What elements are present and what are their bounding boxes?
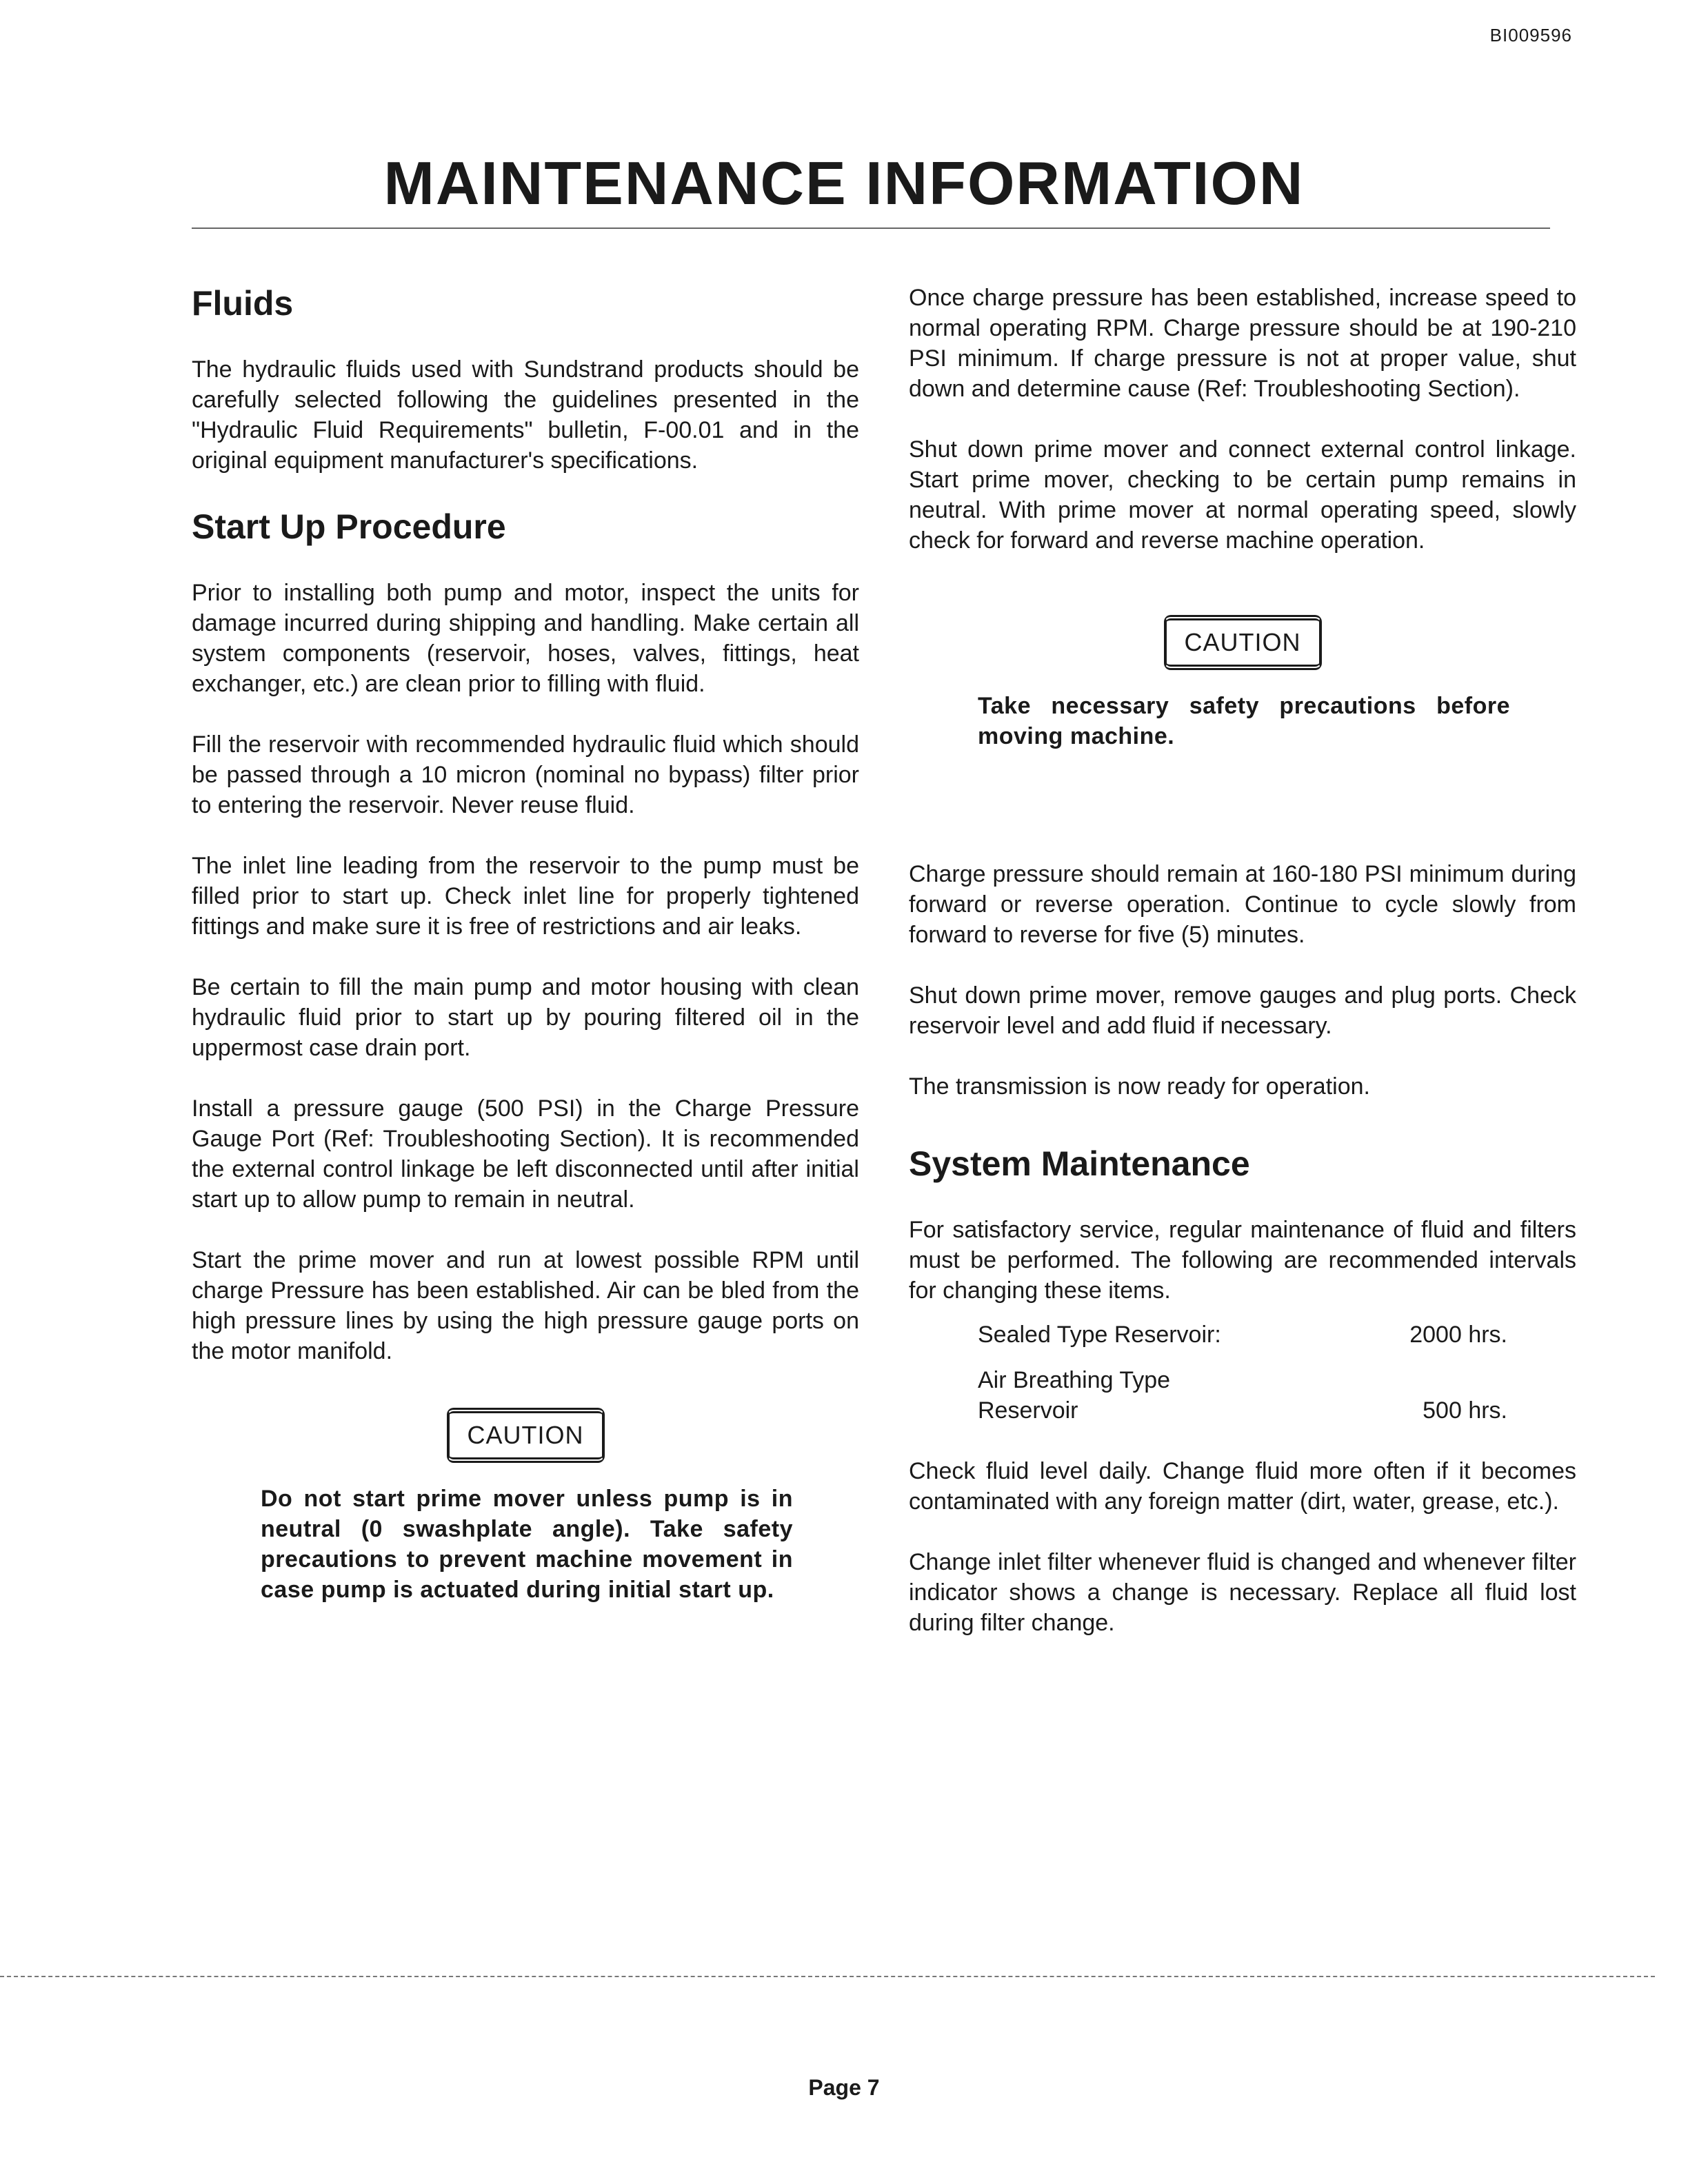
right-column	[909, 283, 1576, 1638]
interval-value: 2000 hrs.	[1409, 1322, 1507, 1348]
interval-row	[909, 1365, 1576, 1426]
fluid-level-paragraph: Check fluid level daily. Change fluid more often if it becomes contaminated with any foreign matter (dirt, water, grease, etc.).	[909, 1458, 1576, 1515]
interval-label: Sealed Type Reservoir:	[978, 1322, 1221, 1348]
footer-divider	[0, 1976, 1655, 1977]
caution-block-right	[909, 615, 1576, 670]
startup-paragraph-2: Fill the reservoir with recommended hydraulic fluid which should be passed through a 10 micron (nominal no bypass) filter prior to entering the reservoir. Never reuse fluid.	[192, 731, 859, 818]
startup-paragraph-5: Install a pressure gauge (500 PSI) in the Charge Pressure Gauge Port (Ref: Troubleshooting Section). It is recommended the external control linkage be left disconnected until after initial start up to allow pump to remain in neutral.	[192, 1095, 859, 1213]
fluids-heading: Fluids	[192, 284, 294, 323]
ready-paragraph: The transmission is now ready for operation.	[909, 1073, 1370, 1100]
interval-value: 500 hrs.	[1423, 1397, 1507, 1424]
charge-pressure-paragraph: Once charge pressure has been established, increase speed to normal operating RPM. Charge pressure should be at 190-210 PSI minimum. If charge pressure is not at proper value, shut down and determine cause (Ref: Troubleshooting Section).	[909, 285, 1576, 402]
startup-heading: Start Up Procedure	[192, 507, 506, 546]
document-id: BI009596	[1489, 25, 1572, 46]
inlet-filter-paragraph: Change inlet filter whenever fluid is changed and whenever filter indicator shows a change is necessary. Replace all fluid lost during filter change.	[909, 1549, 1576, 1636]
interval-label: Air Breathing Type Reservoir	[978, 1367, 1171, 1424]
maintenance-paragraph: For satisfactory service, regular maintenance of fluid and filters must be performed. The following are recommended intervals for changing these items.	[909, 1217, 1576, 1304]
control-linkage-paragraph: Shut down prime mover and connect external control linkage. Start prime mover, checking to be certain pump remains in neutral. With prime mover at normal operating speed, slowly check for forward and reverse machine operation.	[909, 436, 1576, 554]
shutdown-paragraph: Shut down prime mover, remove gauges and plug ports. Check reservoir level and add fluid if necessary.	[909, 982, 1576, 1039]
fluids-paragraph: The hydraulic fluids used with Sundstrand products should be carefully selected following the guidelines presented in the "Hydraulic Fluid Requirements" bulletin, F-00.01 and in the original equipment manufacturer's specifications.	[192, 356, 859, 474]
startup-paragraph-4: Be certain to fill the main pump and motor housing with clean hydraulic fluid prior to start up by pouring filtered oil in the uppermost case drain port.	[192, 974, 859, 1061]
page-number: Page 7	[808, 2075, 880, 2100]
caution-text: Do not start prime mover unless pump is in neutral (0 swashplate angle). Take safety precautions to prevent machine movement in case pump is actuated during initial start up.	[261, 1486, 793, 1603]
caution-text: Take necessary safety precautions before moving machine.	[978, 693, 1510, 749]
page-title: MAINTENANCE INFORMATION	[383, 149, 1305, 217]
startup-paragraph-1: Prior to installing both pump and motor, inspect the units for damage incurred during shipping and handling. Make certain all system components (reservoir, hoses, valves, fittings, heat exchanger, etc.) are clean prior to filling with fluid.	[192, 580, 859, 697]
caution-block-left	[192, 1408, 859, 1463]
caution-label: CAUTION	[1164, 615, 1322, 670]
caution-label: CAUTION	[447, 1408, 605, 1463]
system-maintenance-heading: System Maintenance	[909, 1144, 1250, 1183]
interval-row	[909, 1320, 1576, 1350]
title-divider	[192, 228, 1550, 229]
left-column	[192, 283, 859, 1605]
forward-reverse-paragraph: Charge pressure should remain at 160-180 PSI minimum during forward or reverse operation. Continue to cycle slowly from forward to reverse for five (5) minutes.	[909, 861, 1576, 948]
startup-paragraph-6: Start the prime mover and run at lowest possible RPM until charge Pressure has been established. Air can be bled from the high pressure lines by using the high pressure gauge ports on the motor manifold.	[192, 1247, 859, 1364]
startup-paragraph-3: The inlet line leading from the reservoir to the pump must be filled prior to start up. Check inlet line for properly tightened fittings and make sure it is free of restrictions and air leaks.	[192, 853, 859, 940]
